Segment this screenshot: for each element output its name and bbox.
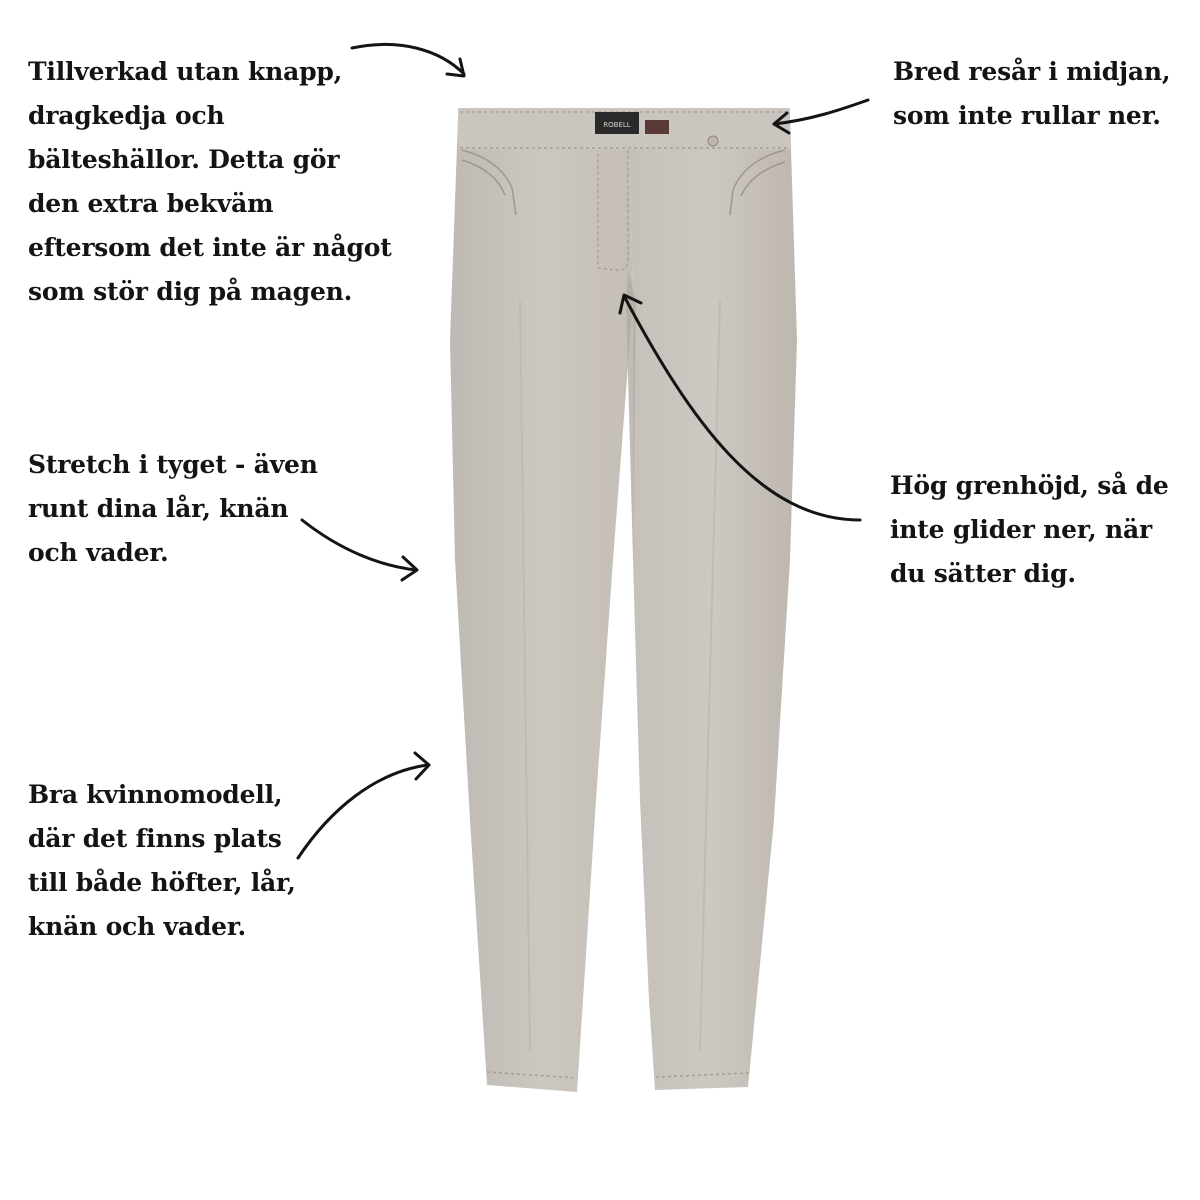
brand-label-text: ROBELL (603, 121, 631, 129)
annotation-fit: Bra kvinnomodell, där det finns plats till både höfter, lår, knän och vader. (28, 780, 296, 941)
curved-arrow-icon-stretch (302, 520, 417, 580)
annotation-stretch: Stretch i tyget - även runt dina lår, knän och vader. (28, 450, 318, 567)
annotation-rise: Hög grenhöjd, så de inte glider ner, när du sätter dig. (890, 471, 1169, 588)
annotation-waistband: Bred resår i midjan, som inte rullar ner. (893, 57, 1171, 130)
annotation-closure: Tillverkad utan knapp, dragkedja och bälteshällor. Detta gör den extra bekväm eftersom det inte är något som stör dig på magen. (28, 57, 392, 306)
curved-arrow-icon-fit (298, 753, 429, 858)
curved-arrow-icon-waistband (774, 100, 868, 133)
curved-arrow-icon-rise (620, 295, 860, 520)
